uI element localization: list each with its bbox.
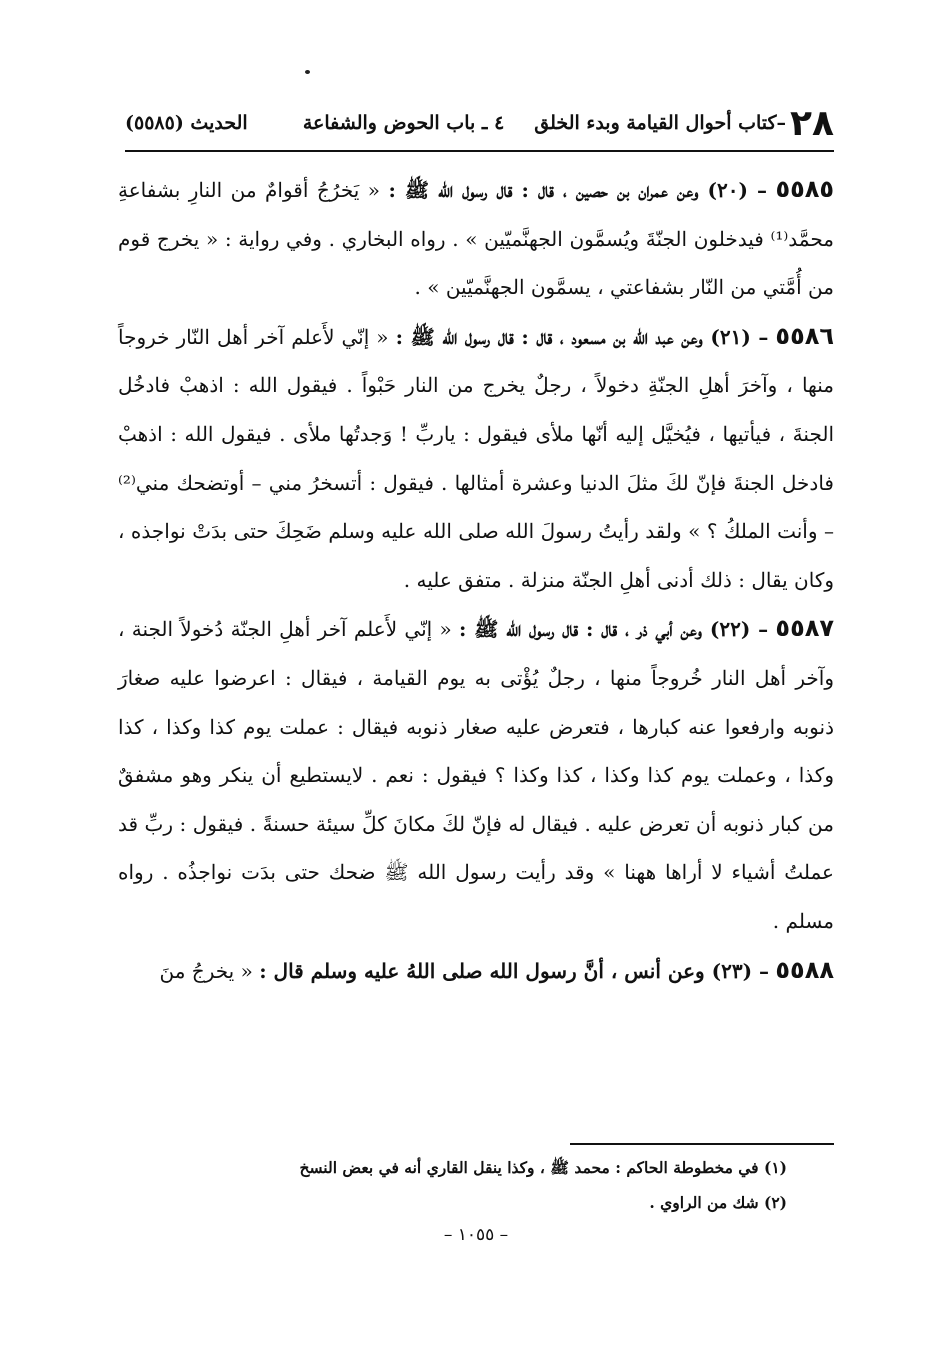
hadith-5586	[118, 312, 834, 605]
hadith-5585	[118, 165, 834, 312]
footnote-2: (٢) شك من الراوي .	[649, 1193, 787, 1212]
hadith-intro: – (٢٢) وعن أبي ذر ، قال : قال رسول الله ﷺ :	[458, 617, 769, 642]
hadith-text: « يَخرُجُ أقوامٌ من النارِ بشفاعةِ محمَّد⁽¹⁾ فيدخلون الجنّةَ ويُسمَّون الجهنَّميّين » . رواه البخاري . وفي رواية : « يخرج قوم من أُمَّتي من النّار بشفاعتي ، يسمَّون الجهنَّميّين » .	[118, 178, 834, 300]
footnote-1: (١) في مخطوطة الحاكم : محمد ﷺ ، وكذا ينقل القاري أنه في بعض النسخ	[299, 1158, 787, 1177]
hadith-5588	[118, 946, 834, 996]
footnote-rule	[570, 1143, 834, 1145]
header-page-number: ٢٨	[790, 102, 834, 144]
hadith-number: ٥٥٨٦	[775, 321, 835, 350]
running-header	[125, 100, 834, 146]
hadith-text: « يخرجُ منَ	[159, 958, 253, 983]
ink-dot	[305, 70, 310, 74]
hadith-5587	[118, 604, 834, 945]
header-chapter-title: ٤ ـ باب الحوض والشفاعة	[302, 112, 505, 134]
hadith-number: ٥٥٨٧	[775, 614, 835, 643]
hadith-text: « إنّي لأَعلم آخر أهل النّار خروجاً منها ، وآخرَ أهلِ الجنّةِ دخولاً ، رجلٌ يخرج من النار حَبْواً . فيقول الله : اذهبْ فادخُل الجنةَ ، فيأتيها ، فيُخيَّل إليه أنّها ملأى فيقول : ياربِّ ! وَجدتُها ملأى . فيقول الله : اذهبْ فادخل الجنةَ فإنّ لكَ مثلَ الدنيا وعشرة أمثالها . فيقول : أتسخرُ مني – أوتضحك مني⁽²⁾ – وأنت الملكُ ؟ » ولقد رأيتُ رسولَ الله صلى الله عليه وسلم ضَحِكَ حتى بدَتْ نواجذه ، وكان يقال : ذلك أدنى أهلِ الجنّة منزلة . متفق عليه .	[118, 324, 834, 592]
hadith-body	[118, 165, 834, 995]
hadith-text: « إنّي لأَعلم آخر أهلِ الجنّة دُخولاً الجنة ، وآخر أهل النار خُروجاً منها ، رجلٌ يُؤْتى به يوم القيامة ، فيقال : اعرضوا عليه صغارَ ذنوبه وارفعوا عنه كبارها ، فتعرض عليه صغار ذنوبه فيقال : عملت يوم كذا وكذا ، كذا وكذا ، وعملت يوم كذا وكذا ، كذا وكذا ؟ فيقول : نعم . لايستطيع أن ينكر وهو مشفقٌ من كبار ذنوبه أن تعرض عليه . فيقال له فإنّ لكَ مكانَ كلِّ سيئة حسنةً . فيقول : ربِّ قد عملتُ أشياء لا أراها ههنا » وقد رأيت رسول الله ﷺ ضحك حتى بدَت نواجذُه . رواه مسلم .	[118, 617, 834, 933]
hadith-intro: – (٢٣) وعن أنس ، أنَّ رسول الله صلى اللهُ عليه وسلم قال :	[259, 958, 770, 983]
footnotes	[200, 1150, 787, 1220]
hadith-intro: – (٢٠) وعن عمران بن حصين ، قال : قال رسول الله ﷺ :	[388, 178, 767, 202]
header-rule	[125, 150, 834, 152]
hadith-intro: – (٢١) وعن عبد الله بن مسعود ، قال : قال رسول الله ﷺ :	[395, 324, 769, 349]
page-footer-number: – ١٠٥٥ –	[443, 1225, 509, 1245]
header-book-title: –كتاب أحوال القيامة وبدء الخلق	[534, 112, 787, 134]
hadith-number: ٥٥٨٥	[775, 175, 835, 203]
header-hadith-label: الحديث (٥٥٨٥)	[125, 112, 248, 134]
hadith-number: ٥٥٨٨	[775, 955, 834, 984]
